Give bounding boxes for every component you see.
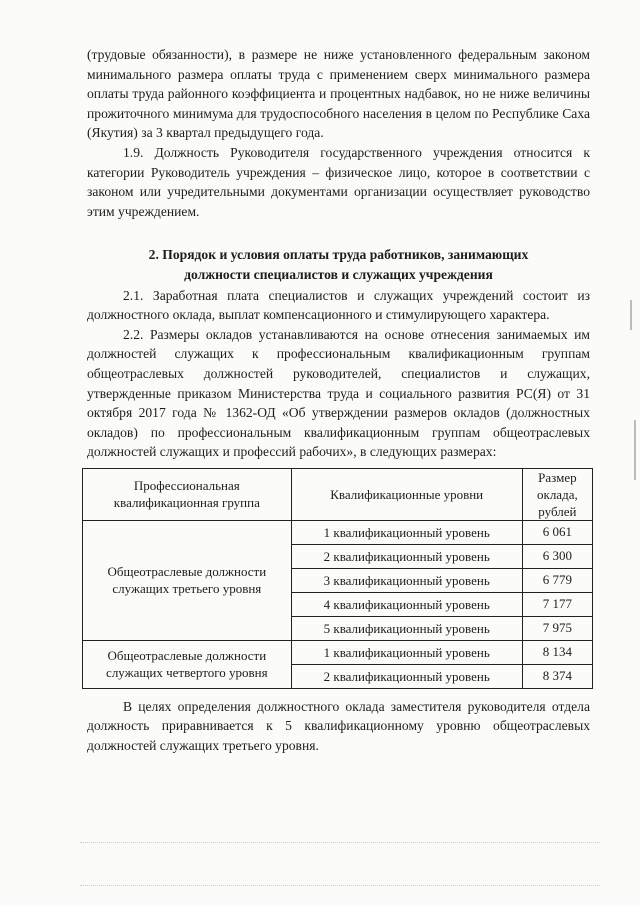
- level-cell: 2 квалификационный уровень: [291, 544, 522, 568]
- scan-dot-line: [80, 885, 600, 887]
- level-cell: 4 квалификационный уровень: [291, 592, 522, 616]
- level-cell: 3 квалификационный уровень: [291, 568, 522, 592]
- item-2-2: 2.2. Размеры окладов устанавливаются на основе отнесения занимаемых им должностей служащих к профессиональным квалификационным группам общеотраслевых должностей руководителей, специалистов и служащих, утвержденные приказом Министерства труда и социального развития РС(Я) от 31 октября 2017 года № 1362-ОД «Об утверждении размеров окладов (должностных окладов) по профессиональным квалификационным группам общеотраслевых должностей служащих и профессий рабочих», в следующих размерах:: [87, 326, 590, 460]
- salary-table: [82, 468, 593, 689]
- header-amount: Размер оклада, рублей: [522, 468, 592, 520]
- item-2-1: 2.1. Заработная плата специалистов и служащих учреждений состоит из должностного оклада, выплат компенсационного и стимулирующего характера.: [87, 287, 590, 323]
- level-cell: 5 квалификационный уровень: [291, 616, 522, 640]
- table-header-row: [83, 468, 593, 520]
- section-2-heading: [87, 245, 590, 284]
- scan-dot-line: [80, 842, 600, 844]
- amount-cell: 7 177: [522, 592, 592, 616]
- amount-cell: 6 061: [522, 520, 592, 544]
- document-page: [87, 45, 590, 756]
- group-name: Общеотраслевые должности служащих третьего уровня: [83, 520, 292, 640]
- intro-continuation: (трудовые обязанности), в размере не ниже установленного федеральным законом минимального размера оплаты труда с применением сверх минимального размера оплаты труда районного коэффициента и процентных надбавок, но не ниже величины прожиточного минимума для трудоспособного населения в целом по Республике Саха (Якутия) за 3 квартал предыдущего года.: [87, 47, 590, 141]
- closing-paragraph: В целях определения должностного оклада заместителя руководителя отдела должность приравнивается к 5 квалификационному уровню общеотраслевых должностей служащих третьего уровня.: [87, 698, 590, 754]
- header-group: Профессиональная квалификационная группа: [83, 468, 292, 520]
- table-row: [83, 640, 593, 664]
- table-row: [83, 520, 593, 544]
- amount-cell: 6 779: [522, 568, 592, 592]
- header-level: Квалификационные уровни: [291, 468, 522, 520]
- amount-cell: 7 975: [522, 616, 592, 640]
- table-body: [83, 520, 593, 688]
- group-name: Общеотраслевые должности служащих четвертого уровня: [83, 640, 292, 688]
- level-cell: 2 квалификационный уровень: [291, 664, 522, 688]
- section-2-heading-line1: 2. Порядок и условия оплаты труда работников, занимающих: [148, 247, 529, 263]
- scan-edge-mark: [630, 300, 632, 330]
- section-2-heading-line2: должности специалистов и служащих учреждения: [184, 266, 493, 282]
- amount-cell: 8 374: [522, 664, 592, 688]
- amount-cell: 8 134: [522, 640, 592, 664]
- amount-cell: 6 300: [522, 544, 592, 568]
- level-cell: 1 квалификационный уровень: [291, 520, 522, 544]
- level-cell: 1 квалификационный уровень: [291, 640, 522, 664]
- item-1-9: 1.9. Должность Руководителя государственного учреждения относится к категории Руководитель учреждения – физическое лицо, которое в соответствии с законом или учредительными документами организации осуществляет руководство этим учреждением.: [87, 144, 590, 219]
- scan-edge-mark: [634, 420, 636, 480]
